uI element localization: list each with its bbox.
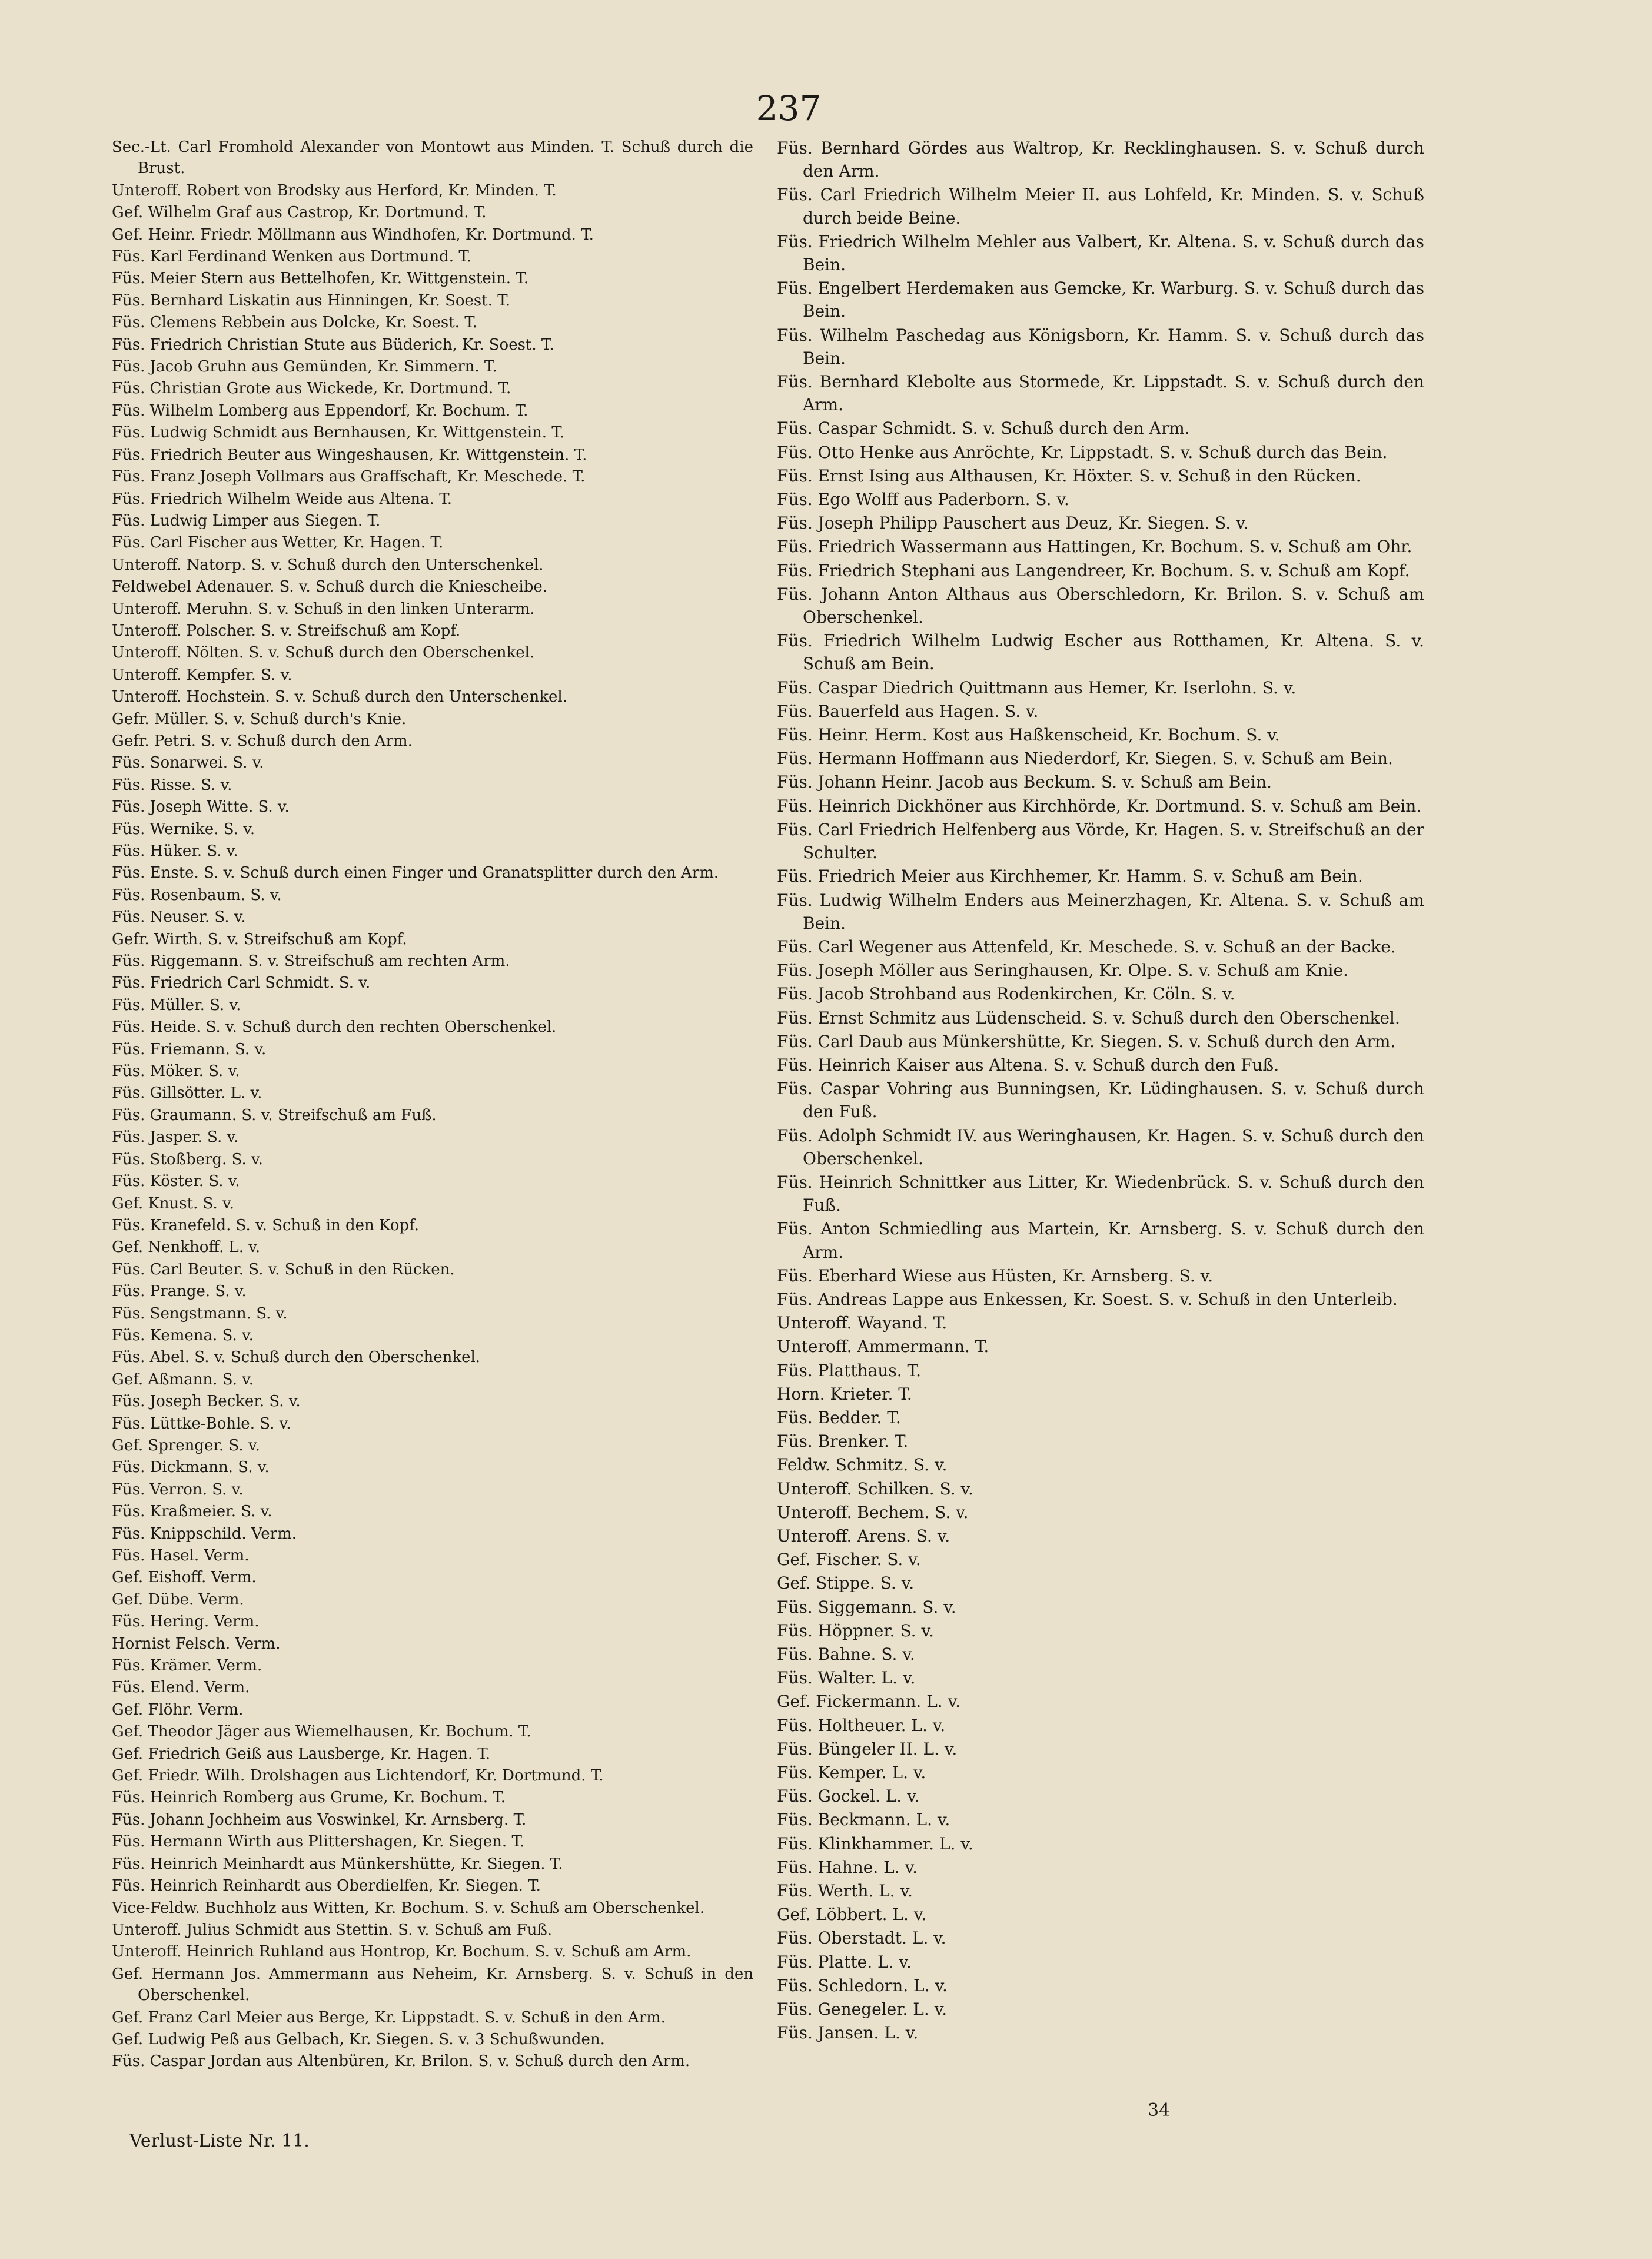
casualty-entry: Füs. Hasel. Verm. bbox=[112, 1547, 250, 1564]
casualty-entry: Füs. Franz Joseph Vollmars aus Graffschaft, Kr. Meschede. T. bbox=[112, 468, 586, 486]
casualty-entry: Gef. Knust. S. v. bbox=[112, 1194, 234, 1212]
casualty-entry: Füs. Caspar Jordan aus Altenbüren, Kr. Brilon. S. v. Schuß durch den Arm. bbox=[112, 2052, 690, 2071]
casualty-entry: Füs. Carl Friedrich Wilhelm Meier II. aus Lohfeld, Kr. Minden. S. v. Schuß durch beide Beine. bbox=[777, 185, 1424, 228]
casualty-entry: Füs. Caspar Diedrich Quittmann aus Hemer, Kr. Iserlohn. S. v. bbox=[777, 677, 1297, 697]
casualty-entry: Unteroff. Bechem. S. v. bbox=[777, 1502, 969, 1522]
casualty-entry: Füs. Joseph Philipp Pauschert aus Deuz, Kr. Siegen. S. v. bbox=[777, 513, 1249, 533]
casualty-entry: Füs. Jansen. L. v. bbox=[777, 2023, 919, 2043]
right-column bbox=[777, 137, 1424, 2045]
sheet-number: 34 bbox=[1148, 2100, 1171, 2121]
casualty-entry: Füs. Oberstadt. L. v. bbox=[777, 1928, 946, 1948]
casualty-entry: Füs. Ludwig Limper aus Siegen. T. bbox=[112, 511, 381, 530]
casualty-entry: Füs. Anton Schmiedling aus Martein, Kr. Arnsberg. S. v. Schuß durch den Arm. bbox=[777, 1219, 1424, 1262]
casualty-entry: Gef. Fickermann. L. v. bbox=[777, 1692, 960, 1712]
casualty-entry: Füs. Müller. S. v. bbox=[112, 996, 241, 1014]
casualty-entry: Füs. Platthaus. T. bbox=[777, 1360, 922, 1380]
casualty-entry: Füs. Verron. S. v. bbox=[112, 1480, 244, 1499]
casualty-entry: Füs. Carl Daub aus Münkershütte, Kr. Siegen. S. v. Schuß durch den Arm. bbox=[777, 1031, 1396, 1051]
casualty-entry: Füs. Jacob Gruhn aus Gemünden, Kr. Simmern. T. bbox=[112, 358, 497, 376]
casualty-entry: Füs. Walter. L. v. bbox=[777, 1668, 916, 1688]
casualty-entry: Füs. Andreas Lappe aus Enkessen, Kr. Soest. S. v. Schuß in den Unterleib. bbox=[777, 1289, 1398, 1309]
casualty-entry: Füs. Höppner. S. v. bbox=[777, 1620, 934, 1640]
casualty-entry: Unteroff. Kempfer. S. v. bbox=[112, 666, 292, 684]
casualty-entry: Füs. Wilhelm Lomberg aus Eppendorf, Kr. Bochum. T. bbox=[112, 401, 528, 420]
casualty-entry: Gef. Eishoff. Verm. bbox=[112, 1569, 257, 1587]
casualty-entry: Füs. Bernhard Klebolte aus Stormede, Kr. Lippstadt. S. v. Schuß durch den Arm. bbox=[777, 372, 1424, 415]
casualty-entry: Füs. Heinrich Reinhardt aus Oberdielfen, Kr. Siegen. T. bbox=[112, 1877, 541, 1895]
casualty-entry: Unteroff. Robert von Brodsky aus Herford, Kr. Minden. T. bbox=[112, 181, 557, 200]
casualty-entry: Gef. Fischer. S. v. bbox=[777, 1550, 921, 1570]
left-column bbox=[112, 137, 753, 2073]
casualty-entry: Füs. Wilhelm Paschedag aus Königsborn, Kr. Hamm. S. v. Schuß durch das Bein. bbox=[777, 325, 1424, 368]
casualty-entry: Gef. Nenkhoff. L. v. bbox=[112, 1238, 261, 1257]
casualty-entry: Füs. Kraßmeier. S. v. bbox=[112, 1503, 272, 1521]
casualty-entry: Füs. Christian Grote aus Wickede, Kr. Dortmund. T. bbox=[112, 380, 511, 398]
casualty-entry: Gef. Aßmann. S. v. bbox=[112, 1370, 254, 1388]
casualty-entry: Füs. Kranefeld. S. v. Schuß in den Kopf. bbox=[112, 1216, 420, 1234]
casualty-entry: Füs. Kemper. L. v. bbox=[777, 1763, 926, 1783]
casualty-entry: Füs. Ernst Ising aus Althausen, Kr. Höxter. S. v. Schuß in den Rücken. bbox=[777, 466, 1361, 486]
casualty-entry: Füs. Clemens Rebbein aus Dolcke, Kr. Soest. T. bbox=[112, 314, 477, 332]
casualty-entry: Füs. Schledorn. L. v. bbox=[777, 1975, 948, 1995]
casualty-entry: Füs. Carl Beuter. S. v. Schuß in den Rücken. bbox=[112, 1260, 455, 1278]
casualty-entry: Gef. Dübe. Verm. bbox=[112, 1590, 244, 1609]
casualty-entry: Unteroff. Wayand. T. bbox=[777, 1313, 948, 1333]
casualty-entry: Füs. Jacob Strohband aus Rodenkirchen, Kr. Cöln. S. v. bbox=[777, 984, 1235, 1004]
casualty-entry: Füs. Gillsötter. L. v. bbox=[112, 1084, 262, 1102]
casualty-entry: Füs. Friedrich Wassermann aus Hattingen, Kr. Bochum. S. v. Schuß am Ohr. bbox=[777, 537, 1412, 557]
casualty-entry: Füs. Prange. S. v. bbox=[112, 1283, 247, 1301]
casualty-entry: Füs. Carl Wegener aus Attenfeld, Kr. Meschede. S. v. Schuß an der Backe. bbox=[777, 936, 1396, 956]
casualty-entry: Füs. Genegeler. L. v. bbox=[777, 1999, 948, 2019]
casualty-entry: Füs. Möker. S. v. bbox=[112, 1062, 240, 1081]
casualty-entry: Füs. Engelbert Herdemaken aus Gemcke, Kr. Warburg. S. v. Schuß durch das Bein. bbox=[777, 278, 1424, 321]
casualty-entry: Füs. Stoßberg. S. v. bbox=[112, 1150, 263, 1168]
casualty-entry: Füs. Heinrich Schnittker aus Litter, Kr. Wiedenbrück. S. v. Schuß durch den Fuß. bbox=[777, 1172, 1424, 1215]
casualty-entry: Füs. Neuser. S. v. bbox=[112, 908, 246, 926]
casualty-entry: Füs. Holtheuer. L. v. bbox=[777, 1715, 946, 1735]
casualty-entry: Füs. Heide. S. v. Schuß durch den rechten Oberschenkel. bbox=[112, 1018, 557, 1037]
casualty-entry: Füs. Heinrich Dickhöner aus Kirchhörde, Kr. Dortmund. S. v. Schuß am Bein. bbox=[777, 796, 1422, 816]
casualty-entry: Füs. Carl Fischer aus Wetter, Kr. Hagen. T. bbox=[112, 534, 444, 552]
casualty-entry: Gefr. Wirth. S. v. Streifschuß am Kopf. bbox=[112, 930, 407, 948]
casualty-entry: Füs. Büngeler II. L. v. bbox=[777, 1739, 958, 1759]
casualty-entry: Füs. Johann Heinr. Jacob aus Beckum. S. v. Schuß am Bein. bbox=[777, 772, 1272, 792]
casualty-entry: Füs. Krämer. Verm. bbox=[112, 1657, 262, 1675]
casualty-entry: Füs. Beckmann. L. v. bbox=[777, 1810, 950, 1830]
casualty-entry: Füs. Adolph Schmidt IV. aus Weringhausen, Kr. Hagen. S. v. Schuß durch den Oberschenkel. bbox=[777, 1125, 1424, 1168]
casualty-entry: Gef. Wilhelm Graf aus Castrop, Kr. Dortmund. T. bbox=[112, 204, 487, 222]
casualty-entry: Unteroff. Hochstein. S. v. Schuß durch den Unterschenkel. bbox=[112, 688, 567, 706]
casualty-entry: Gef. Theodor Jäger aus Wiemelhausen, Kr. Bochum. T. bbox=[112, 1723, 531, 1741]
casualty-entry: Füs. Platte. L. v. bbox=[777, 1952, 912, 1972]
casualty-entry: Gef. Flöhr. Verm. bbox=[112, 1700, 244, 1719]
casualty-entry: Füs. Johann Anton Althaus aus Oberschledorn, Kr. Brilon. S. v. Schuß am Oberschenkel. bbox=[777, 584, 1424, 627]
casualty-entry: Füs. Friedrich Wilhelm Weide aus Altena. T. bbox=[112, 490, 452, 508]
casualty-entry: Füs. Karl Ferdinand Wenken aus Dortmund. T. bbox=[112, 248, 472, 266]
casualty-entry: Füs. Eberhard Wiese aus Hüsten, Kr. Arnsberg. S. v. bbox=[777, 1265, 1214, 1285]
casualty-entry: Füs. Ego Wolff aus Paderborn. S. v. bbox=[777, 490, 1069, 510]
casualty-entry: Füs. Caspar Vohring aus Bunningsen, Kr. Lüdinghausen. S. v. Schuß durch den Fuß. bbox=[777, 1079, 1424, 1122]
casualty-entry: Unteroff. Meruhn. S. v. Schuß in den linken Unterarm. bbox=[112, 600, 535, 618]
casualty-entry: Füs. Kemena. S. v. bbox=[112, 1326, 254, 1344]
casualty-entry: Gef. Franz Carl Meier aus Berge, Kr. Lippstadt. S. v. Schuß in den Arm. bbox=[112, 2008, 666, 2027]
casualty-entry: Füs. Hahne. L. v. bbox=[777, 1857, 918, 1877]
casualty-entry: Unteroff. Schilken. S. v. bbox=[777, 1479, 973, 1499]
casualty-entry: Füs. Abel. S. v. Schuß durch den Oberschenkel. bbox=[112, 1348, 481, 1367]
casualty-entry: Füs. Bernhard Liskatin aus Hinningen, Kr. Soest. T. bbox=[112, 291, 511, 310]
casualty-entry: Füs. Friemann. S. v. bbox=[112, 1040, 267, 1058]
casualty-entry: Füs. Ernst Schmitz aus Lüdenscheid. S. v. Schuß durch den Oberschenkel. bbox=[777, 1008, 1400, 1028]
casualty-entry: Füs. Jasper. S. v. bbox=[112, 1128, 239, 1147]
page-number: 237 bbox=[756, 88, 822, 128]
casualty-entry: Füs. Graumann. S. v. Streifschuß am Fuß. bbox=[112, 1106, 437, 1124]
casualty-entry: Füs. Gockel. L. v. bbox=[777, 1786, 920, 1806]
casualty-entry: Hornist Felsch. Verm. bbox=[112, 1635, 281, 1653]
casualty-entry: Füs. Hermann Wirth aus Plittershagen, Kr. Siegen. T. bbox=[112, 1833, 525, 1851]
casualty-entry: Horn. Krieter. T. bbox=[777, 1384, 912, 1404]
casualty-entry: Füs. Caspar Schmidt. S. v. Schuß durch den Arm. bbox=[777, 418, 1190, 438]
casualty-entry: Füs. Heinrich Kaiser aus Altena. S. v. Schuß durch den Fuß. bbox=[777, 1055, 1279, 1075]
casualty-entry: Füs. Ludwig Wilhelm Enders aus Meinerzhagen, Kr. Altena. S. v. Schuß am Bein. bbox=[777, 890, 1424, 933]
casualty-entry: Füs. Carl Friedrich Helfenberg aus Vörde, Kr. Hagen. S. v. Streifschuß an der Schulter. bbox=[777, 819, 1424, 863]
casualty-entry: Unteroff. Julius Schmidt aus Stettin. S. v. Schuß am Fuß. bbox=[112, 1921, 553, 1939]
casualty-entry: Gef. Hermann Jos. Ammermann aus Neheim, Kr. Arnsberg. S. v. Schuß in den Oberschenkel. bbox=[112, 1965, 753, 2005]
casualty-entry: Füs. Brenker. T. bbox=[777, 1431, 909, 1451]
casualty-entry: Füs. Bernhard Gördes aus Waltrop, Kr. Recklinghausen. S. v. Schuß durch den Arm. bbox=[777, 138, 1424, 181]
casualty-entry: Füs. Siggemann. S. v. bbox=[777, 1597, 956, 1617]
casualty-entry: Feldw. Schmitz. S. v. bbox=[777, 1455, 948, 1475]
casualty-entry: Füs. Johann Jochheim aus Voswinkel, Kr. Arnsberg. T. bbox=[112, 1810, 527, 1829]
casualty-entry: Gef. Sprenger. S. v. bbox=[112, 1436, 260, 1454]
casualty-entry: Füs. Friedrich Meier aus Kirchhemer, Kr. Hamm. S. v. Schuß am Bein. bbox=[777, 866, 1363, 886]
casualty-entry: Füs. Elend. Verm. bbox=[112, 1679, 250, 1697]
casualty-entry: Füs. Friedrich Wilhelm Ludwig Escher aus Rotthamen, Kr. Altena. S. v. Schuß am Bein. bbox=[777, 631, 1424, 674]
casualty-entry: Füs. Bahne. S. v. bbox=[777, 1645, 915, 1664]
casualty-entry: Unteroff. Ammermann. T. bbox=[777, 1337, 989, 1357]
casualty-entry: Füs. Hüker. S. v. bbox=[112, 842, 238, 860]
casualty-entry: Unteroff. Arens. S. v. bbox=[777, 1526, 950, 1546]
casualty-entry: Füs. Friedrich Stephani aus Langendreer, Kr. Bochum. S. v. Schuß am Kopf. bbox=[777, 560, 1410, 580]
casualty-entry: Füs. Klinkhammer. L. v. bbox=[777, 1833, 973, 1853]
casualty-entry: Füs. Köster. S. v. bbox=[112, 1172, 240, 1191]
casualty-entry: Füs. Hermann Hoffmann aus Niederdorf, Kr. Siegen. S. v. Schuß am Bein. bbox=[777, 749, 1393, 769]
casualty-entry: Füs. Enste. S. v. Schuß durch einen Finger und Granatsplitter durch den Arm. bbox=[112, 864, 719, 882]
casualty-entry: Füs. Sonarwei. S. v. bbox=[112, 754, 264, 772]
casualty-entry: Gef. Heinr. Friedr. Möllmann aus Windhofen, Kr. Dortmund. T. bbox=[112, 225, 594, 244]
casualty-entry: Gef. Ludwig Peß aus Gelbach, Kr. Siegen. S. v. 3 Schußwunden. bbox=[112, 2030, 605, 2048]
casualty-entry: Füs. Friedrich Christian Stute aus Büderich, Kr. Soest. T. bbox=[112, 335, 554, 354]
casualty-entry: Füs. Friedrich Beuter aus Wingeshausen, Kr. Wittgenstein. T. bbox=[112, 446, 587, 464]
casualty-entry: Gef. Friedr. Wilh. Drolshagen aus Lichtendorf, Kr. Dortmund. T. bbox=[112, 1767, 604, 1785]
casualty-entry: Füs. Meier Stern aus Bettelhofen, Kr. Wittgenstein. T. bbox=[112, 270, 529, 288]
casualty-entry: Vice-Feldw. Buchholz aus Witten, Kr. Bochum. S. v. Schuß am Oberschenkel. bbox=[112, 1899, 705, 1917]
casualty-entry: Füs. Knippschild. Verm. bbox=[112, 1524, 297, 1543]
casualty-entry: Unteroff. Natorp. S. v. Schuß durch den Unterschenkel. bbox=[112, 556, 544, 574]
casualty-entry: Füs. Dickmann. S. v. bbox=[112, 1459, 270, 1477]
casualty-entry: Füs. Ludwig Schmidt aus Bernhausen, Kr. Wittgenstein. T. bbox=[112, 424, 565, 442]
casualty-entry: Füs. Rosenbaum. S. v. bbox=[112, 886, 282, 904]
casualty-entry: Unteroff. Polscher. S. v. Streifschuß am Kopf. bbox=[112, 622, 461, 640]
casualty-entry: Gef. Löbbert. L. v. bbox=[777, 1905, 927, 1925]
casualty-entry: Füs. Friedrich Carl Schmidt. S. v. bbox=[112, 974, 371, 992]
casualty-entry: Füs. Werth. L. v. bbox=[777, 1881, 913, 1901]
casualty-entry: Füs. Riggemann. S. v. Streifschuß am rechten Arm. bbox=[112, 952, 510, 971]
casualty-entry: Füs. Otto Henke aus Anröchte, Kr. Lippstadt. S. v. Schuß durch das Bein. bbox=[777, 442, 1388, 462]
casualty-entry: Füs. Friedrich Wilhelm Mehler aus Valbert, Kr. Altena. S. v. Schuß durch das Bein. bbox=[777, 231, 1424, 275]
casualty-entry: Feldwebel Adenauer. S. v. Schuß durch die Kniescheibe. bbox=[112, 578, 548, 596]
casualty-entry: Füs. Sengstmann. S. v. bbox=[112, 1304, 288, 1323]
casualty-entry: Gefr. Petri. S. v. Schuß durch den Arm. bbox=[112, 732, 413, 750]
series-footer: Verlust-Liste Nr. 11. bbox=[129, 2131, 310, 2151]
casualty-entry: Gef. Stippe. S. v. bbox=[777, 1573, 915, 1593]
casualty-entry: Füs. Bauerfeld aus Hagen. S. v. bbox=[777, 701, 1039, 721]
casualty-entry: Sec.-Lt. Carl Fromhold Alexander von Montowt aus Minden. T. Schuß durch die Brust. bbox=[112, 138, 753, 178]
casualty-entry: Füs. Heinr. Herm. Kost aus Haßkenscheid, Kr. Bochum. S. v. bbox=[777, 725, 1280, 745]
casualty-entry: Füs. Hering. Verm. bbox=[112, 1613, 260, 1631]
casualty-entry: Füs. Risse. S. v. bbox=[112, 776, 232, 794]
casualty-entry: Füs. Joseph Witte. S. v. bbox=[112, 798, 290, 816]
casualty-entry: Gef. Friedrich Geiß aus Lausberge, Kr. Hagen. T. bbox=[112, 1745, 491, 1763]
casualty-entry: Gefr. Müller. S. v. Schuß durch's Knie. bbox=[112, 710, 407, 728]
casualty-entry: Füs. Lüttke-Bohle. S. v. bbox=[112, 1414, 291, 1433]
casualty-entry: Unteroff. Nölten. S. v. Schuß durch den Oberschenkel. bbox=[112, 644, 535, 662]
casualty-entry: Füs. Heinrich Meinhardt aus Münkershütte, Kr. Siegen. T. bbox=[112, 1855, 563, 1873]
casualty-entry: Füs. Bedder. T. bbox=[777, 1407, 901, 1427]
casualty-entry: Füs. Joseph Becker. S. v. bbox=[112, 1393, 301, 1411]
casualty-entry: Unteroff. Heinrich Ruhland aus Hontrop, Kr. Bochum. S. v. Schuß am Arm. bbox=[112, 1943, 692, 1961]
casualty-entry: Füs. Heinrich Romberg aus Grume, Kr. Bochum. T. bbox=[112, 1789, 506, 1807]
casualty-entry: Füs. Wernike. S. v. bbox=[112, 820, 255, 838]
casualty-entry: Füs. Joseph Möller aus Seringhausen, Kr. Olpe. S. v. Schuß am Knie. bbox=[777, 961, 1348, 981]
